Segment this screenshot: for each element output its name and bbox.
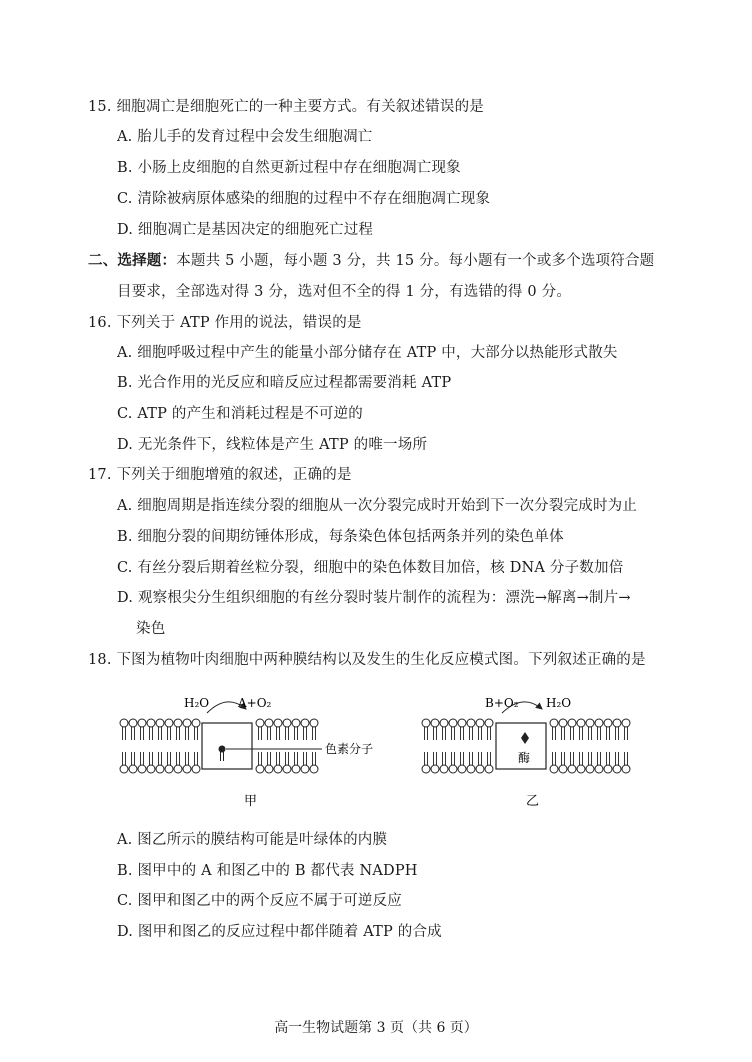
q17-option-a: A. 细胞周期是指连续分裂的细胞从一次分裂完成时开始到下一次分裂完成时为止 — [117, 498, 638, 514]
q18-stem: 18. 下图为植物叶肉细胞中两种膜结构以及发生的生化反应模式图。下列叙述正确的是 — [88, 652, 646, 668]
q15-option-d: D. 细胞凋亡是基因决定的细胞死亡过程 — [117, 222, 374, 238]
q16-option-d: D. 无光条件下，线粒体是产生 ATP 的唯一场所 — [117, 437, 428, 453]
membrane-yi — [422, 696, 630, 809]
q16-option-a: A. 细胞呼吸过程中产生的能量小部分储存在 ATP 中，大部分以热能形式散失 — [117, 345, 618, 361]
q17-option-b: B. 细胞分裂的间期纺锤体形成，每条染色体包括两条并列的染色单体 — [117, 529, 564, 545]
yi-caption: 乙 — [526, 794, 540, 809]
q18-option-d: D. 图甲和图乙的反应过程中都伴随着 ATP 的合成 — [117, 924, 442, 940]
section-heading — [88, 251, 654, 271]
q16-option-c: C. ATP 的产生和消耗过程是不可逆的 — [117, 406, 364, 422]
q18-option-b: B. 图甲中的 A 和图乙中的 B 都代表 NADPH — [117, 863, 418, 879]
pigment-label: 色素分子 — [325, 742, 374, 756]
q15-stem: 15. 细胞凋亡是细胞死亡的一种主要方式。有关叙述错误的是 — [88, 99, 484, 115]
q16-option-b: B. 光合作用的光反应和暗反应过程都需要消耗 ATP — [117, 375, 452, 391]
section-instructions: 本题共 5 小题，每小题 3 分，共 15 分。每小题有一个或多个选项符合题 — [176, 253, 655, 269]
yi-reactant: B+O₂ — [485, 696, 519, 710]
jia-reactant: H₂O — [184, 696, 210, 710]
q15-option-c: C. 清除被病原体感染的细胞的过程中不存在细胞凋亡现象 — [117, 191, 491, 207]
section-title: 二、选择题： — [88, 252, 177, 269]
q15-option-b: B. 小肠上皮细胞的自然更新过程中存在细胞凋亡现象 — [117, 160, 461, 176]
q17-option-c: C. 有丝分裂后期着丝粒分裂，细胞中的染色体数目加倍，核 DNA 分子数加倍 — [117, 560, 624, 576]
protein-complex-jia — [202, 723, 252, 769]
q17-stem: 17. 下列关于细胞增殖的叙述，正确的是 — [88, 467, 352, 483]
q17-option-d: D. 观察根尖分生组织细胞的有丝分裂时装片制作的流程为：漂洗→解离→制片→ — [117, 590, 631, 606]
jia-product: A+O₂ — [238, 696, 272, 710]
enzyme-label: 酶 — [518, 751, 531, 765]
jia-caption: 甲 — [244, 794, 258, 809]
membrane-jia — [120, 696, 373, 809]
yi-product: H₂O — [546, 696, 572, 710]
membrane-figure — [100, 685, 660, 815]
q17-option-d-cont: 染色 — [136, 621, 166, 637]
q15-option-a: A. 胎儿手的发育过程中会发生细胞凋亡 — [117, 129, 373, 145]
q18-option-c: C. 图甲和图乙中的两个反应不属于可逆反应 — [117, 893, 402, 909]
q16-stem: 16. 下列关于 ATP 作用的说法，错误的是 — [88, 315, 362, 331]
q18-option-a: A. 图乙所示的膜结构可能是叶绿体的内膜 — [117, 832, 388, 848]
page-footer: 高一生物试题第 3 页（共 6 页） — [274, 1020, 478, 1036]
section-instructions-cont: 目要求，全部选对得 3 分，选对但不全的得 1 分，有选错的得 0 分。 — [117, 284, 572, 300]
